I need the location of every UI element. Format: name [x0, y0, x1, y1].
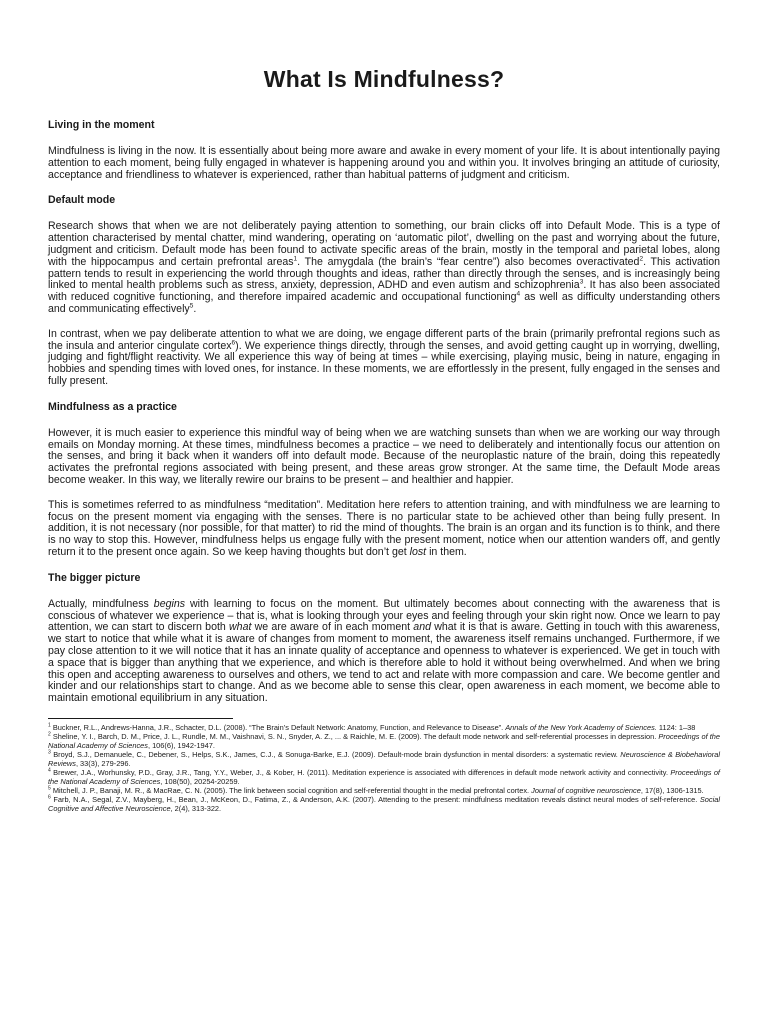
paragraph [48, 221, 720, 315]
text-run: Research shows that when we are not deliberately paying attention to something, our brain clicks off into Default Mode. This is a type of attention characterised by mental chatter, mind wandering, operating on ‘automatic pilot’, dwelling on the past and worrying about the future, judgment and criticism. Default mode has been found to activate specific areas of the brain, mostly in the temporal and parietal lobes, along with the hippocampus and certain prefrontal areas [48, 220, 720, 268]
emphasis-text: begins [153, 597, 186, 610]
section-heading: Living in the moment [48, 119, 155, 131]
text-run: , 108(50), 20254-20259. [160, 776, 240, 786]
section-heading: The bigger picture [48, 571, 141, 584]
emphasis-text: what [229, 621, 252, 634]
text-run: This is sometimes referred to as mindfulness “meditation”. Meditation here refers to attention training, and with mindfulness we are learning to focus on the present moment via engaging with the senses. There is no particular state to be achieved other than being fully present. In addition, it is not necessary (nor possible, for that matter) to rid the mind of thoughts. The brain is an organ and its function is to think, and there is no way to stop this. However, mindfulness helps us engage fully with the present moment, notice when our attention wanders off, and gently return it to the present once again. So we keep having thoughts but don’t get [48, 498, 720, 558]
text-run: Mindfulness is living in the now. It is essentially about being more aware and awake in every moment of your life. It is about intentionally paying attention to each moment, being fully engaged in whatever is happening around you and within you. It involves bringing an attitude of curiosity, acceptance and friendliness to whatever is experienced, rather than habitual patterns of judgment and criticism. [48, 145, 720, 181]
footnote-ref: 4 [48, 767, 51, 774]
footnote-ref: 1 [293, 255, 298, 263]
text-run: However, it is much easier to experience this mindful way of being when we are watching sunsets than when we are working our way through emails on Monday morning. At these times, mindfulness becomes a practice – we need to deliberately and intentionally focus our attention on the senses, and bring it back when it wanders off into default mode. Because of the neuroplastic nature of the brain, doing this repeatedly activates the prefrontal regions associated with being present, and these areas grow stronger. At the same time, the Default Mode areas become weaker. In this way, we literally rewire our brains to be present – and healthier and happier. [48, 426, 720, 486]
text-run: with learning to focus on the moment. But ultimately becomes about connecting with the awareness that is conscious of whatever we experience – that is, what is looking through your eyes and feeling through your skin right now. Once we learn to pay attention, we can start to discern both [48, 597, 720, 634]
footnote-1 [48, 723, 720, 732]
text-run: , 2(4), 313-322. [170, 803, 222, 813]
text-run: , 106(6), 1942-1947. [147, 740, 215, 750]
emphasis-text: Proceedings of the National Academy of Sciences [48, 731, 720, 750]
section-living-in-the-moment [48, 119, 720, 181]
text-run: In contrast, when we pay deliberate attention to what we are doing, we engage different parts of the brain (primarily prefrontal regions such as the insula and anterior cingulate cortex [48, 327, 720, 352]
footnote-2 [48, 732, 720, 750]
footnotes [48, 723, 720, 813]
text-run: . This activation pattern tends to result in experiencing the world through thoughts and ideas, rather than directly through the senses, and is increasingly being linked to mental health problems such as stress, anxiety, depression, ADHD and even autism and schizophrenia [48, 255, 721, 292]
text-run: Actually, mindfulness [48, 597, 154, 610]
emphasis-text: Neuroscience & Biobehavioral Reviews [48, 749, 721, 768]
text-run: . It has also been associated with reduced cognitive functioning, and therefore impaired academic and occupational functioning [48, 279, 720, 304]
text-run: . [193, 302, 197, 315]
emphasis-text: lost [409, 545, 427, 558]
text-run: 1124: 1–38 [656, 722, 696, 732]
footnote-ref: 3 [579, 278, 584, 286]
text-run: in them. [426, 545, 467, 558]
text-run: Sheline, Y. I., Barch, D. M., Price, J. L., Rundle, M. M., Vaishnavi, S. N., Snyder, A. Z., ... & Raichle, M. E. (2009). The default mode network and self-referential processes in depression. [50, 731, 659, 741]
text-run: , 33(3), 279-296. [75, 758, 131, 768]
section-heading: Mindfulness as a practice [48, 400, 177, 413]
footnote-ref: 5 [48, 785, 51, 792]
footnote-ref: 4 [516, 290, 521, 298]
footnote-ref: 3 [48, 749, 51, 756]
emphasis-text: Journal of cognitive neuroscience [531, 785, 641, 795]
footnote-ref: 1 [48, 722, 51, 729]
footnote-3 [48, 750, 720, 768]
text-run: Buckner, R.L., Andrews-Hanna, J.R., Schacter, D.L. (2008). “The Brain’s Default Network: Anatomy, Function, and Relevance to Disease”. [50, 722, 506, 732]
page-title: What Is Mindfulness? [263, 66, 505, 92]
footnote-divider [48, 718, 233, 719]
paragraph [48, 329, 720, 388]
paragraph [48, 146, 720, 181]
footnote-ref: 6 [48, 794, 51, 801]
footnote-ref: 5 [189, 302, 194, 310]
paragraph [48, 500, 720, 559]
footnote-ref: 2 [639, 255, 644, 263]
emphasis-text: Social Cognitive and Affective Neuroscience [48, 794, 720, 813]
emphasis-text: Annals of the New York Academy of Sciences. [505, 722, 657, 732]
section-mindfulness-as-a-practice [48, 401, 720, 559]
footnote-4 [48, 768, 720, 786]
footnote-ref: 6 [231, 339, 236, 347]
paragraph [48, 428, 720, 487]
section-the-bigger-picture [48, 572, 720, 705]
text-run: as well as difficulty understanding others and communicating effectively [48, 291, 721, 315]
text-run: Brewer, J.A., Worhunsky, P.D., Gray, J.R., Tang, Y.Y., Weber, J., & Kober, H. (2011). Meditation experience is associated with differences in default mode network activity and connectivity. [50, 767, 671, 777]
text-run: Farb, N.A., Segal, Z.V., Mayberg, H., Bean, J., McKeon, D., Fatima, Z., & Anderson, A.K. (2007). Attending to the present: mindfulness meditation reveals distinct neural modes of self-reference. [50, 794, 700, 804]
text-run: Mitchell, J. P., Banaji, M. R., & MacRae, C. N. (2005). The link between social cognition and self-referential thought in the medial prefrontal cortex. [50, 785, 532, 795]
footnote-ref: 2 [48, 731, 51, 738]
text-run: ). We experience things directly, through the senses, and avoid getting caught up in worrying, dwelling, judging and fight/flight reactivity. We all experience this way of being at times – while exercising, playing music, being in nature, engaging in hobbies and spending times with loved ones, for instance. In these moments, we are effortlessly in the present, fully engaged in the senses and fully present. [48, 339, 720, 387]
text-run: we are aware of in each moment [251, 621, 414, 634]
text-run: what it is that is aware. Getting in touch with this awareness, we start to notice that while what it is aware of changes from moment to moment, the awareness itself remains unchanged. Furthermore, if we pay close attention to it we will notice that it has an innate quality of acceptance and openness to whatever is experienced. We get in touch with a space that is bigger than anything that we experience, and which is therefore able to hold it without being overwhelmed. And when we bring this open and accepting awareness to ourselves and others, we tend to act and relate with more compassion and care. We become gentler and kinder and our relationships start to change. And as we become able to sense this clear, open awareness in each moment, we become able to maintain emotional equilibrium in any situation. [48, 621, 720, 705]
text-run: . The amygdala (the brain’s “fear centre”) also becomes overactivated [297, 255, 640, 268]
section-default-mode [48, 194, 720, 387]
paragraph [48, 599, 720, 705]
text-run: , 17(8), 1306-1315. [640, 785, 704, 795]
footnote-6 [48, 795, 720, 813]
emphasis-text: and [413, 621, 431, 634]
footnote-5 [48, 786, 720, 795]
section-heading: Default mode [48, 194, 116, 207]
text-run: Broyd, S.J., Demanuele, C., Debener, S., Helps, S.K., James, C.J., & Sonuga-Barke, E.J. (2009). Default-mode brain dysfunction in mental disorders: a systematic review. [50, 749, 621, 759]
emphasis-text: Proceedings of the National Academy of Sciences [48, 767, 720, 786]
